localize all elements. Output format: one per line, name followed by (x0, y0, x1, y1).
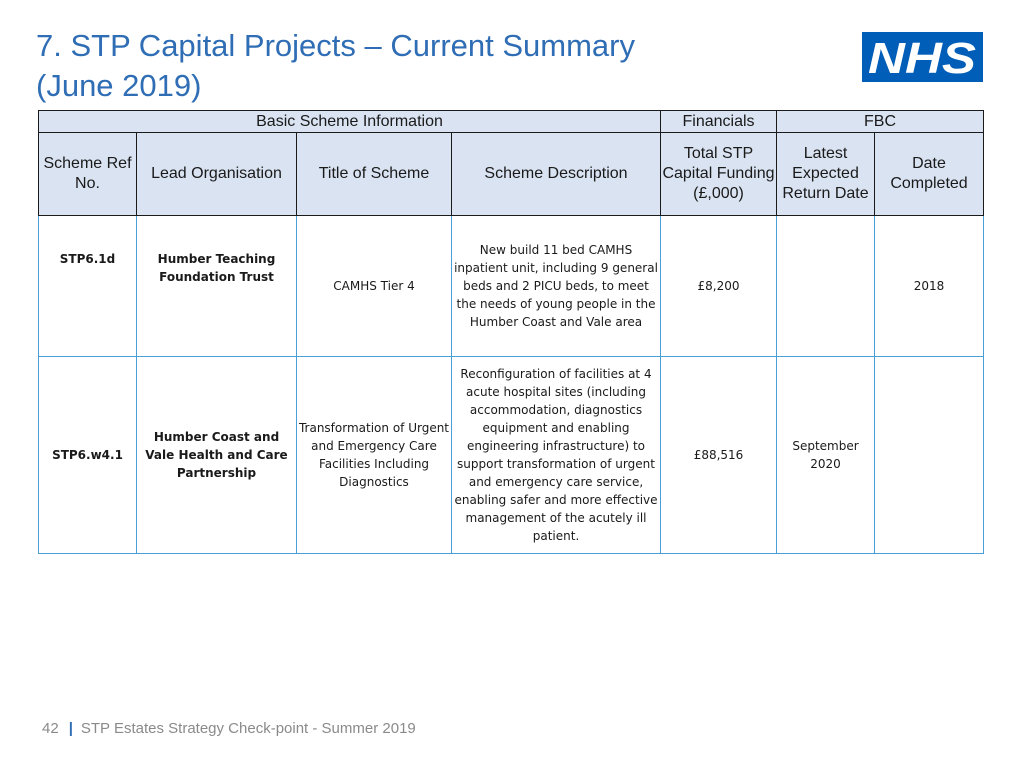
group-fbc: FBC (777, 111, 984, 133)
header-lead-organisation: Lead Organisation (137, 133, 297, 216)
cell-lead-organisation: Humber Teaching Foundation Trust (137, 216, 297, 357)
cell-title: CAMHS Tier 4 (297, 216, 452, 357)
page-number: 42 (42, 720, 59, 737)
cell-lead-organisation: Humber Coast and Vale Health and Care Partnership (137, 357, 297, 554)
header-total-stp-funding: Total STP Capital Funding (£,000) (661, 133, 777, 216)
cell-date-completed: 2018 (875, 216, 984, 357)
cell-description: Reconfiguration of facilities at 4 acute hospital sites (including accommodation, diagnostics equipment and enabling engineering infrastructure) to support transformation of urgent and emergency care service, enabling safer and more effective management of the acutely ill patient. (452, 357, 661, 554)
header-scheme-ref: Scheme Ref No. (39, 133, 137, 216)
table-row (39, 216, 984, 357)
cell-description: New build 11 bed CAMHS inpatient unit, including 9 general beds and 2 PICU beds, to meet the needs of young people in the Humber Coast and Vale area (452, 216, 661, 357)
column-header-row (39, 133, 984, 216)
header-title-of-scheme: Title of Scheme (297, 133, 452, 216)
header-scheme-description: Scheme Description (452, 133, 661, 216)
group-header-row (39, 111, 984, 133)
footer-text: STP Estates Strategy Check-point - Summer 2019 (80, 720, 416, 737)
page-title-line-2: (June 2019) (36, 68, 202, 103)
svg-text:NHS: NHS (868, 34, 976, 82)
table-row (39, 357, 984, 554)
cell-latest-return (777, 216, 875, 357)
header-date-completed: Date Completed (875, 133, 984, 216)
page-title-line-1: 7. STP Capital Projects – Current Summary (36, 28, 635, 63)
footer (42, 720, 416, 737)
cell-funding: £88,516 (661, 357, 777, 554)
group-basic-scheme-info: Basic Scheme Information (39, 111, 661, 133)
group-financials: Financials (661, 111, 777, 133)
nhs-logo (862, 32, 983, 82)
cell-funding: £8,200 (661, 216, 777, 357)
header-latest-return-date: Latest Expected Return Date (777, 133, 875, 216)
cell-date-completed (875, 357, 984, 554)
page-title (36, 26, 796, 106)
capital-projects-table (38, 110, 984, 554)
cell-latest-return: September 2020 (777, 357, 875, 554)
cell-scheme-ref: STP6.w4.1 (39, 357, 137, 554)
cell-scheme-ref: STP6.1d (39, 216, 137, 357)
cell-title: Transformation of Urgent and Emergency Care Facilities Including Diagnostics (297, 357, 452, 554)
footer-separator: | (68, 720, 73, 737)
